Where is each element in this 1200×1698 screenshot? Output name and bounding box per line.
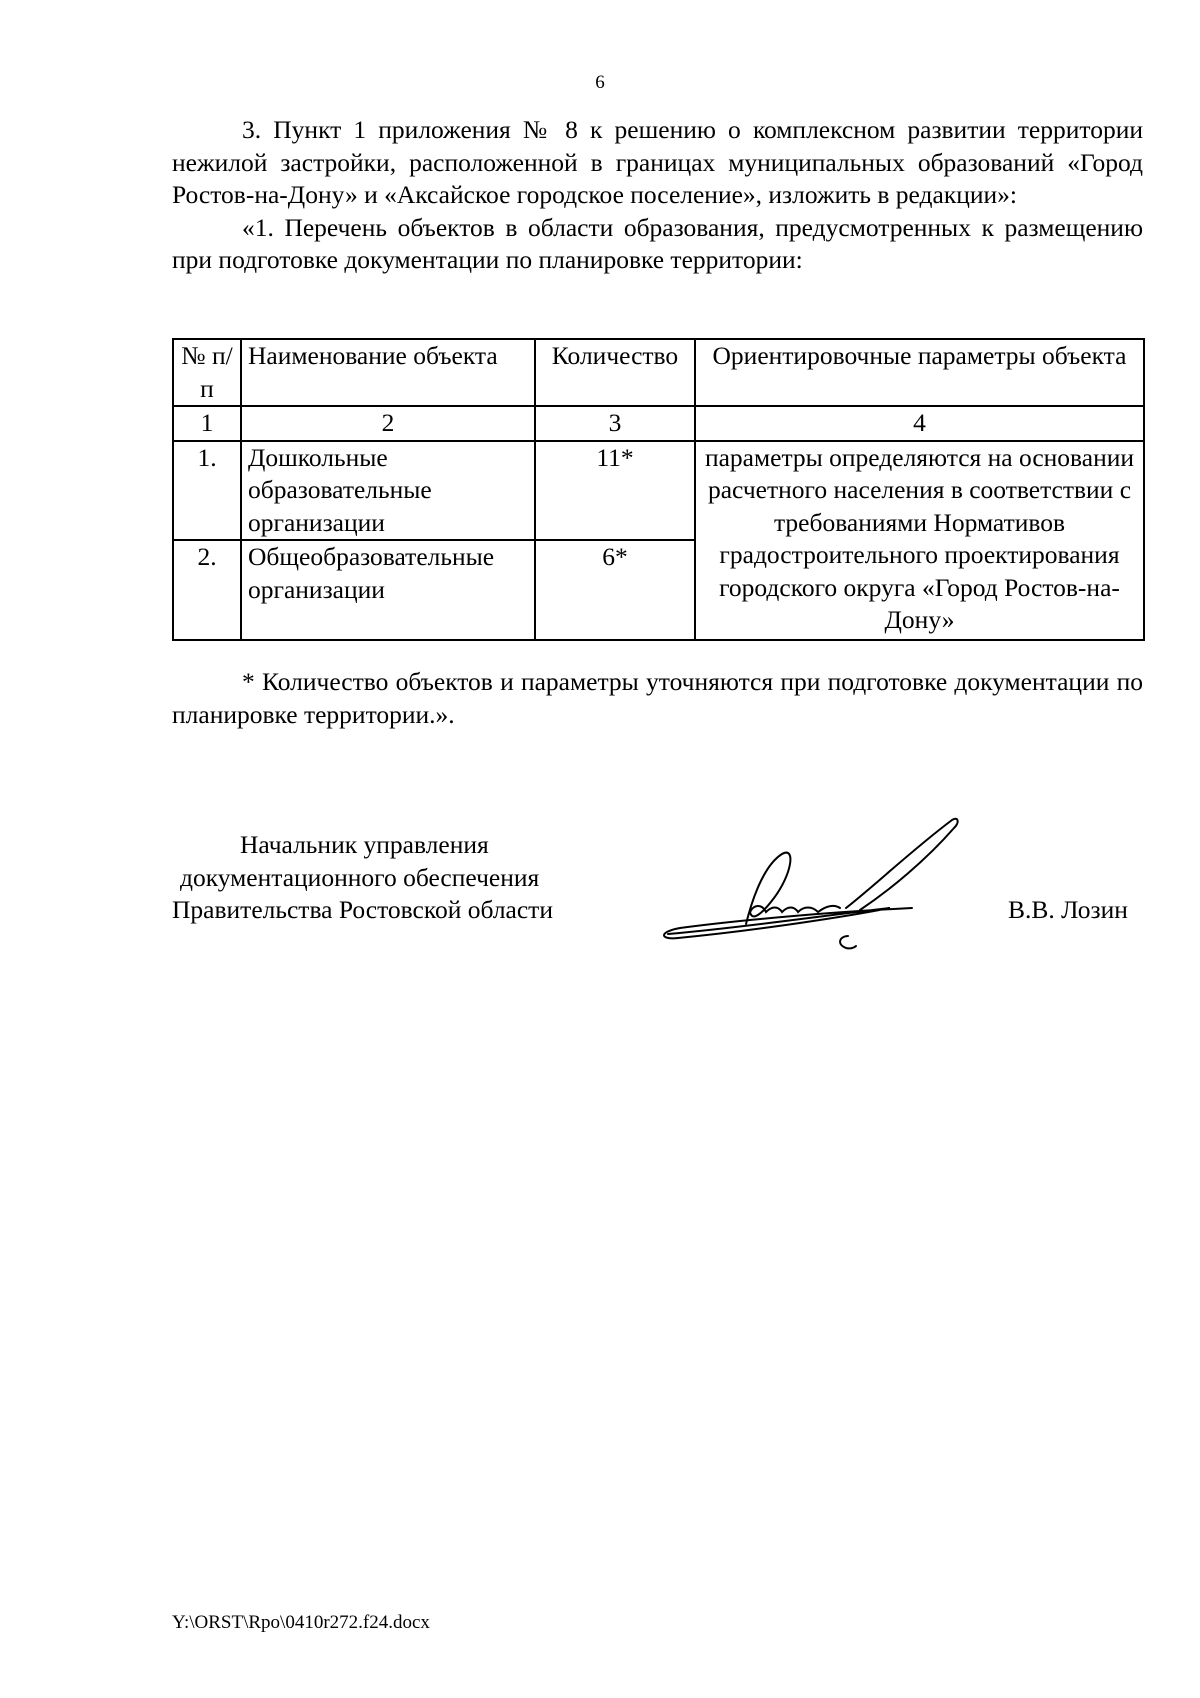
table-header-row [173, 339, 1144, 406]
table-row [173, 441, 1144, 541]
signature-position [172, 829, 553, 927]
page-number: 6 [595, 72, 605, 93]
header-object-name: Наименование объекта [241, 339, 535, 406]
row-number: 1. [173, 441, 241, 541]
table-column-numbers-row [173, 406, 1144, 441]
column-number-1: 1 [173, 406, 241, 441]
row-parameters-shared: параметры определяются на основании расчетного населения в соответствии с требованиями Нормативов градостроительного проектирования городского округа «Город Ростов-на-Дону» [695, 441, 1144, 641]
row-quantity: 6* [535, 540, 695, 640]
signatory-name: В.В. Лозин [1008, 895, 1128, 924]
paragraph-amendment: 3. Пункт 1 приложения № 8 к решению о комплексном развитии территории нежилой застройки, расположенной в границах муниципальных образований «Город Ростов-на-Дону» и «Аксайское городское поселение», изложить в редакции»: [172, 115, 1143, 209]
header-number: № п/п [173, 339, 241, 406]
objects-table [172, 338, 1145, 641]
row-number: 2. [173, 540, 241, 640]
position-line-1: Начальник управления [240, 830, 489, 859]
document-body [172, 114, 1143, 277]
header-quantity: Количество [535, 339, 695, 406]
row-object-name: Общеобразовательные организации [241, 540, 535, 640]
row-object-name: Дошкольные образовательные организации [241, 441, 535, 541]
column-number-3: 3 [535, 406, 695, 441]
file-path: Y:\ORST\Rpo\0410r272.f24.docx [172, 1612, 430, 1633]
footnote [172, 666, 1143, 731]
position-line-2: документационного обеспечения [180, 862, 540, 892]
header-parameters: Ориентировочные параметры объекта [695, 339, 1144, 406]
column-number-4: 4 [695, 406, 1144, 441]
handwritten-signature [650, 812, 980, 962]
footnote-text: * Количество объектов и параметры уточняются при подготовке документации по планировке территории.». [172, 667, 1143, 729]
paragraph-list-intro: «1. Перечень объектов в области образования, предусмотренных к размещению при подготовке документации по планировке территории: [172, 212, 1143, 274]
position-line-3: Правительства Ростовской области [172, 895, 553, 924]
row-quantity: 11* [535, 441, 695, 541]
column-number-2: 2 [241, 406, 535, 441]
